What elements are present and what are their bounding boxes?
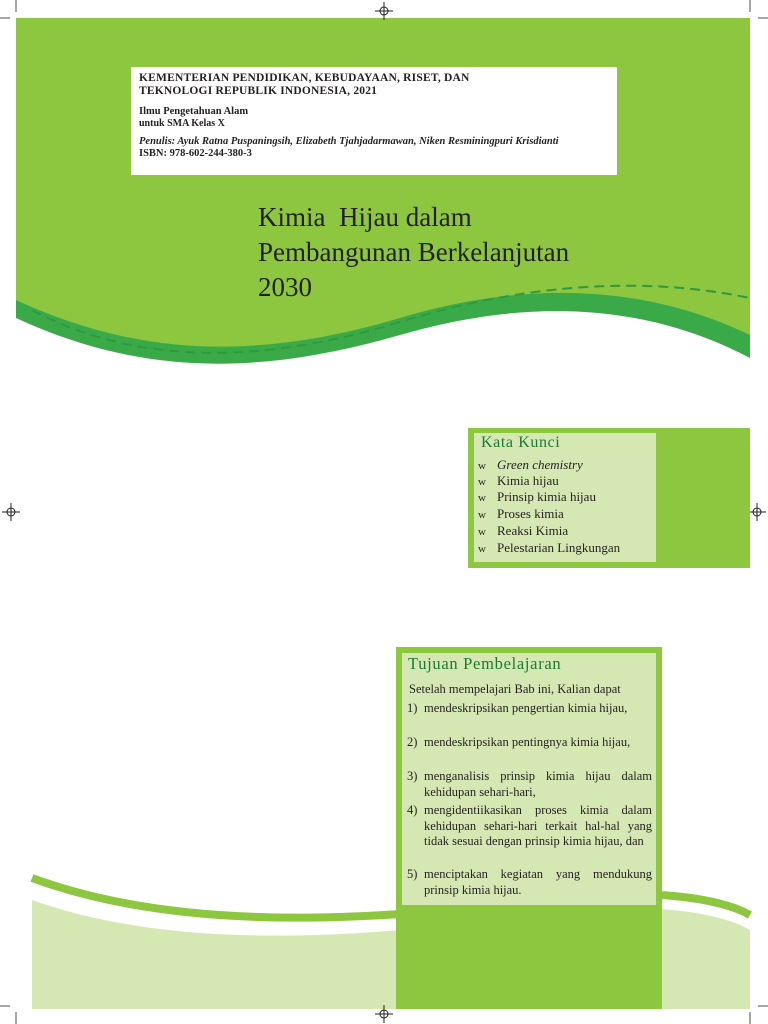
registration-mark-right (748, 503, 766, 521)
keywords-title: Kata Kunci (481, 434, 561, 451)
objective-item (407, 769, 652, 800)
registration-mark-bottom (375, 1005, 393, 1023)
publisher-line2: TEKNOLOGI REPUBLIK INDONESIA, 2021 (139, 85, 378, 97)
objective-item (407, 735, 652, 751)
publication-info-box (131, 67, 617, 175)
bullet-icon: w (478, 492, 486, 504)
keyword-item: w Proses kimia (478, 506, 564, 521)
objective-number: 3) (407, 769, 418, 783)
objective-text: mengidentiikasikan proses kimia dalam kehidupan sehari-hari terkait hal-hal yang tidak sesuai dengan prinsip kimia hijau, dan (424, 803, 652, 848)
authors: Penulis: Ayuk Ratna Puspaningsih, Elizabeth Tjahjadarmawan, Niken Resminingpuri Krisdianti (139, 136, 559, 147)
objective-item (407, 701, 652, 717)
bullet-icon: w (478, 509, 486, 521)
keyword-item: w Green chemistry (478, 457, 583, 472)
objective-text: menciptakan kegiatan yang mendukung prinsip kimia hijau. (424, 867, 652, 897)
objective-number: 4) (407, 803, 418, 817)
bullet-icon: w (478, 526, 486, 538)
learning-objectives-title: Tujuan Pembelajaran (408, 654, 562, 673)
objective-number: 1) (407, 701, 418, 715)
book-subtitle: untuk SMA Kelas X (139, 118, 225, 129)
keyword-item: w Pelestarian Lingkungan (478, 540, 621, 555)
keyword-item: w Prinsip kimia hijau (478, 489, 596, 504)
keyword-item: w Reaksi Kimia (478, 523, 569, 538)
chapter-title-line1: Kimia Hijau dalam (258, 202, 472, 232)
keyword-item: w Kimia hijau (478, 473, 559, 488)
book-title: Ilmu Pengetahuan Alam (139, 106, 249, 117)
bullet-icon: w (478, 476, 486, 488)
isbn: ISBN: 978-602-244-380-3 (139, 148, 252, 159)
bullet-icon: w (478, 460, 486, 472)
registration-mark-top (375, 2, 393, 20)
chapter-title-line3: 2030 (258, 272, 312, 302)
objective-text: mendeskripsikan pentingnya kimia hijau, (424, 735, 631, 749)
bullet-icon: w (478, 543, 486, 555)
registration-mark-left (2, 503, 20, 521)
chapter-title (258, 200, 718, 305)
objective-item (407, 803, 652, 850)
publisher-line1: KEMENTERIAN PENDIDIKAN, KEBUDAYAAN, RISET, DAN (139, 72, 470, 84)
objective-item (407, 867, 652, 898)
objective-text: mendeskripsikan pengertian kimia hijau, (424, 701, 628, 715)
objective-number: 2) (407, 735, 418, 749)
learning-objectives-intro: Setelah mempelajari Bab ini, Kalian dapat (409, 682, 621, 696)
objective-text: menganalisis prinsip kimia hijau dalam kehidupan sehari-hari, (424, 769, 652, 799)
objective-number: 5) (407, 867, 418, 881)
chapter-title-line2: Pembangunan Berkelanjutan (258, 237, 570, 267)
